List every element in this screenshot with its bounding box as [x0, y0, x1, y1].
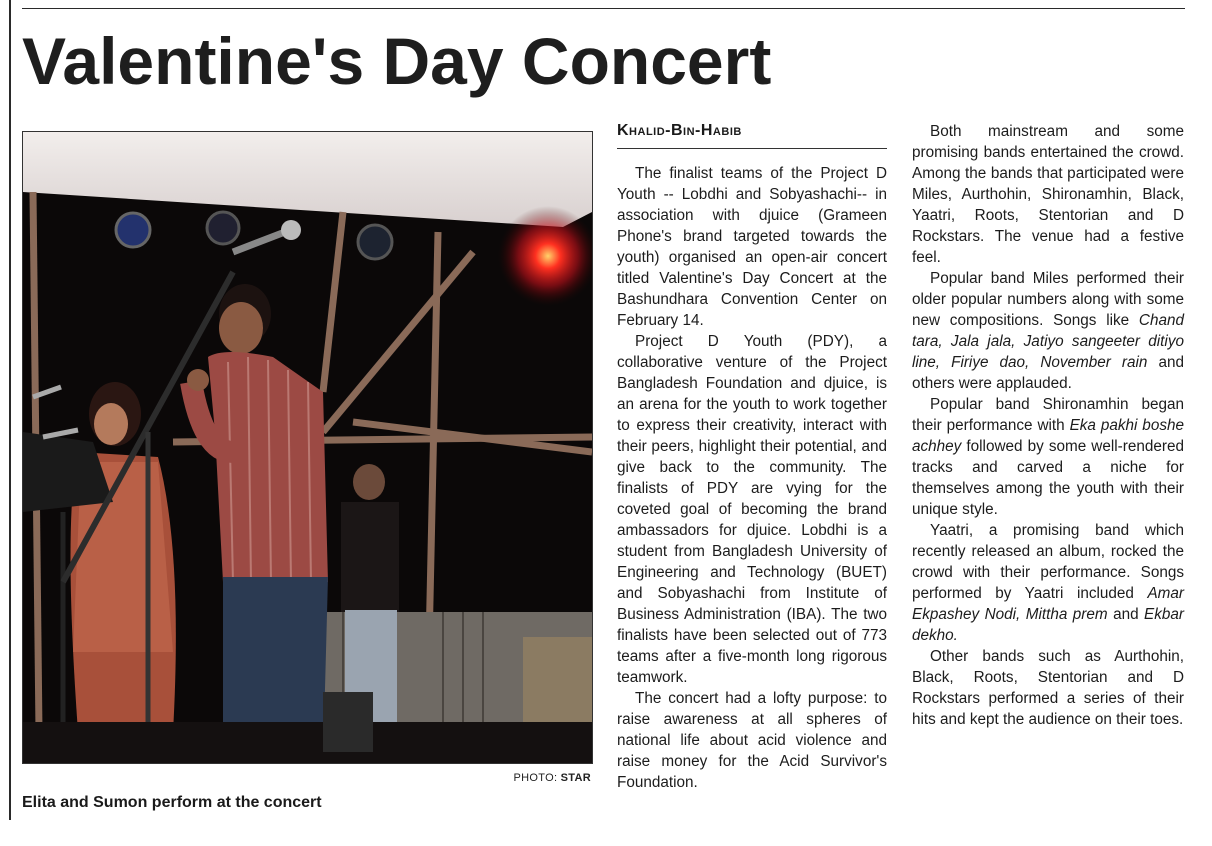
paragraph [912, 520, 1184, 646]
paragraph: Both mainstream and some promising bands entertained the crowd. Among the bands that participated were Miles, Aurthohin, Shironamhin, Black, Yaatri, Roots, Stentorian and D Rockstars. The venue had a festive feel. [912, 123, 1184, 266]
concert-photo [22, 131, 593, 764]
text: Popular band Shironamhin began their performance with [912, 396, 1184, 434]
article-column-2 [912, 121, 1184, 730]
headline: Valentine's Day Concert [22, 24, 772, 98]
paragraph: The concert had a lofty purpose: to raise awareness at all spheres of national life about acid violence and raise money for the Acid Survivor's Foundation. [617, 690, 887, 791]
paragraph [912, 394, 1184, 520]
song-titles: Amar Ekpashey Nodi, Mittha prem [912, 585, 1184, 623]
text: Popular band Miles performed their older popular numbers along with some new compositions. Songs like [912, 270, 1184, 329]
article-column-1 [617, 163, 887, 793]
song-title: Ekbar dekho. [912, 606, 1184, 644]
paragraph: Other bands such as Aurthohin, Black, Roots, Stentorian and D Rockstars performed a series of their hits and kept the audience on their toes. [912, 648, 1184, 728]
photo-caption: Elita and Sumon perform at the concert [22, 794, 322, 811]
byline: Khalid-Bin-Habib [617, 122, 887, 149]
photo-credit-label: PHOTO: [513, 772, 558, 784]
photo-credit-source: STAR [560, 772, 591, 784]
song-titles: Chand tara, Jala jala, Jatiyo sangeeter ditiyo line, Firiye dao, November rain [912, 312, 1184, 371]
text: Yaatri, a promising band which recently released an album, rocked the crowd with their performance. Songs performed by Yaatri included [912, 522, 1184, 602]
paragraph [912, 268, 1184, 394]
page-top-rule [22, 8, 1185, 9]
song-title: Eka pakhi boshe achhey [912, 417, 1184, 455]
text: and [1107, 606, 1145, 623]
page-left-rule [9, 0, 11, 820]
paragraph: The finalist teams of the Project D Youth -- Lobdhi and Sobyashachi-- in association with djuice (Grameen Phone's brand targeted towards the youth) organised an open-air concert titled Valentine's Day Concert at the Bashundhara Convention Center on February 14. [617, 165, 887, 329]
text: and others were applauded. [912, 354, 1184, 392]
photo-credit [480, 772, 591, 784]
text: followed by some well-rendered tracks and carved a niche for themselves among the youth with their unique style. [912, 438, 1184, 518]
paragraph: Project D Youth (PDY), a collaborative venture of the Project Bangladesh Foundation and djuice, is an arena for the youth to work together to express their creativity, interact with their peers, highlight their potential, and give back to the community. The finalists of PDY are vying for the coveted goal of becoming the brand ambassadors for djuice. Lobdhi is a student from Bangladesh University of Engineering and Technology (BUET) and Sobyashachi from Institute of Business Administration (IBA). The two finalists have been selected out of 773 teams after a five-month long rigorous teamwork. [617, 333, 887, 686]
